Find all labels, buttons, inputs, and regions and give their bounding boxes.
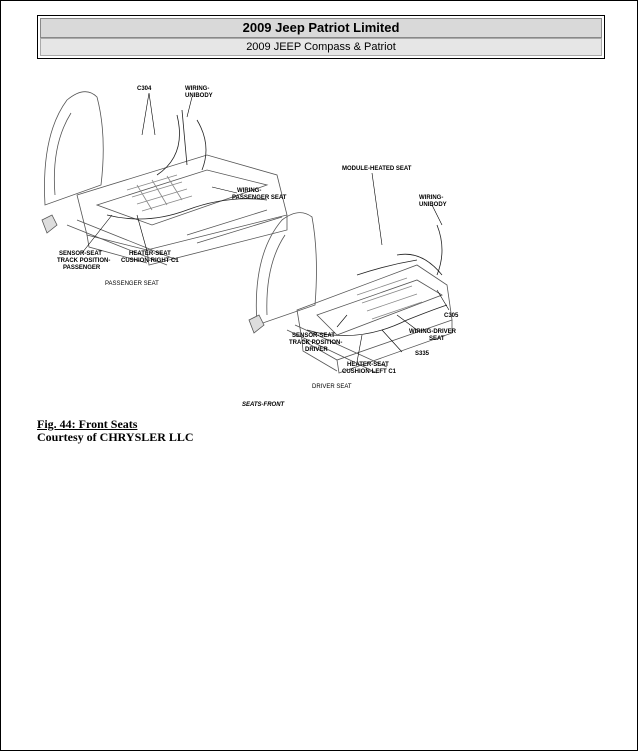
- label-wiring-passenger-b: PASSENGER SEAT: [232, 195, 287, 201]
- driver-seat-drawing: [249, 213, 452, 373]
- front-seats-diagram: [37, 75, 507, 415]
- figure-caption: [37, 418, 194, 444]
- document-header: [37, 15, 605, 59]
- label-s335: S335: [415, 351, 430, 357]
- label-sensor-passenger-c: PASSENGER: [63, 265, 101, 271]
- label-seats-front: SEATS-FRONT: [242, 402, 285, 408]
- caption-courtesy: Courtesy of CHRYSLER LLC: [37, 430, 194, 444]
- label-sensor-driver-a: SENSOR-SEAT: [292, 333, 335, 339]
- caption-title: Fig. 44: Front Seats: [37, 417, 138, 431]
- document-subtitle: 2009 JEEP Compass & Patriot: [40, 38, 602, 56]
- label-wiring-driver-a: WIRING-DRIVER: [409, 329, 456, 335]
- label-wiring-driver-b: SEAT: [429, 336, 445, 342]
- label-heater-left-a: HEATER-SEAT: [347, 362, 389, 368]
- label-c305: C305: [444, 313, 459, 319]
- label-wiring-unibody-1a: WIRING-: [185, 86, 210, 92]
- label-heater-right-a: HEATER-SEAT: [129, 251, 171, 257]
- passenger-seat-drawing: [42, 92, 287, 265]
- label-heater-left-b: CUSHION-LEFT C1: [342, 369, 396, 375]
- label-sensor-passenger-b: TRACK POSITION-: [57, 258, 111, 264]
- label-module-heated-seat: MODULE-HEATED SEAT: [342, 166, 412, 172]
- label-passenger-seat: PASSENGER SEAT: [105, 281, 159, 287]
- label-sensor-passenger-a: SENSOR-SEAT: [59, 251, 102, 257]
- document-title: 2009 Jeep Patriot Limited: [40, 18, 602, 38]
- label-c304: C304: [137, 86, 152, 92]
- label-wiring-unibody-2a: WIRING-: [419, 195, 444, 201]
- label-wiring-unibody-2b: UNIBODY: [419, 202, 447, 208]
- label-wiring-unibody-1b: UNIBODY: [185, 93, 213, 99]
- label-sensor-driver-b: TRACK POSITION-: [289, 340, 343, 346]
- label-sensor-driver-c: DRIVER: [305, 347, 328, 353]
- label-heater-right-b: CUSHION-RIGHT C1: [121, 258, 179, 264]
- label-wiring-passenger-a: WIRING-: [237, 188, 262, 194]
- label-driver-seat: DRIVER SEAT: [312, 384, 352, 390]
